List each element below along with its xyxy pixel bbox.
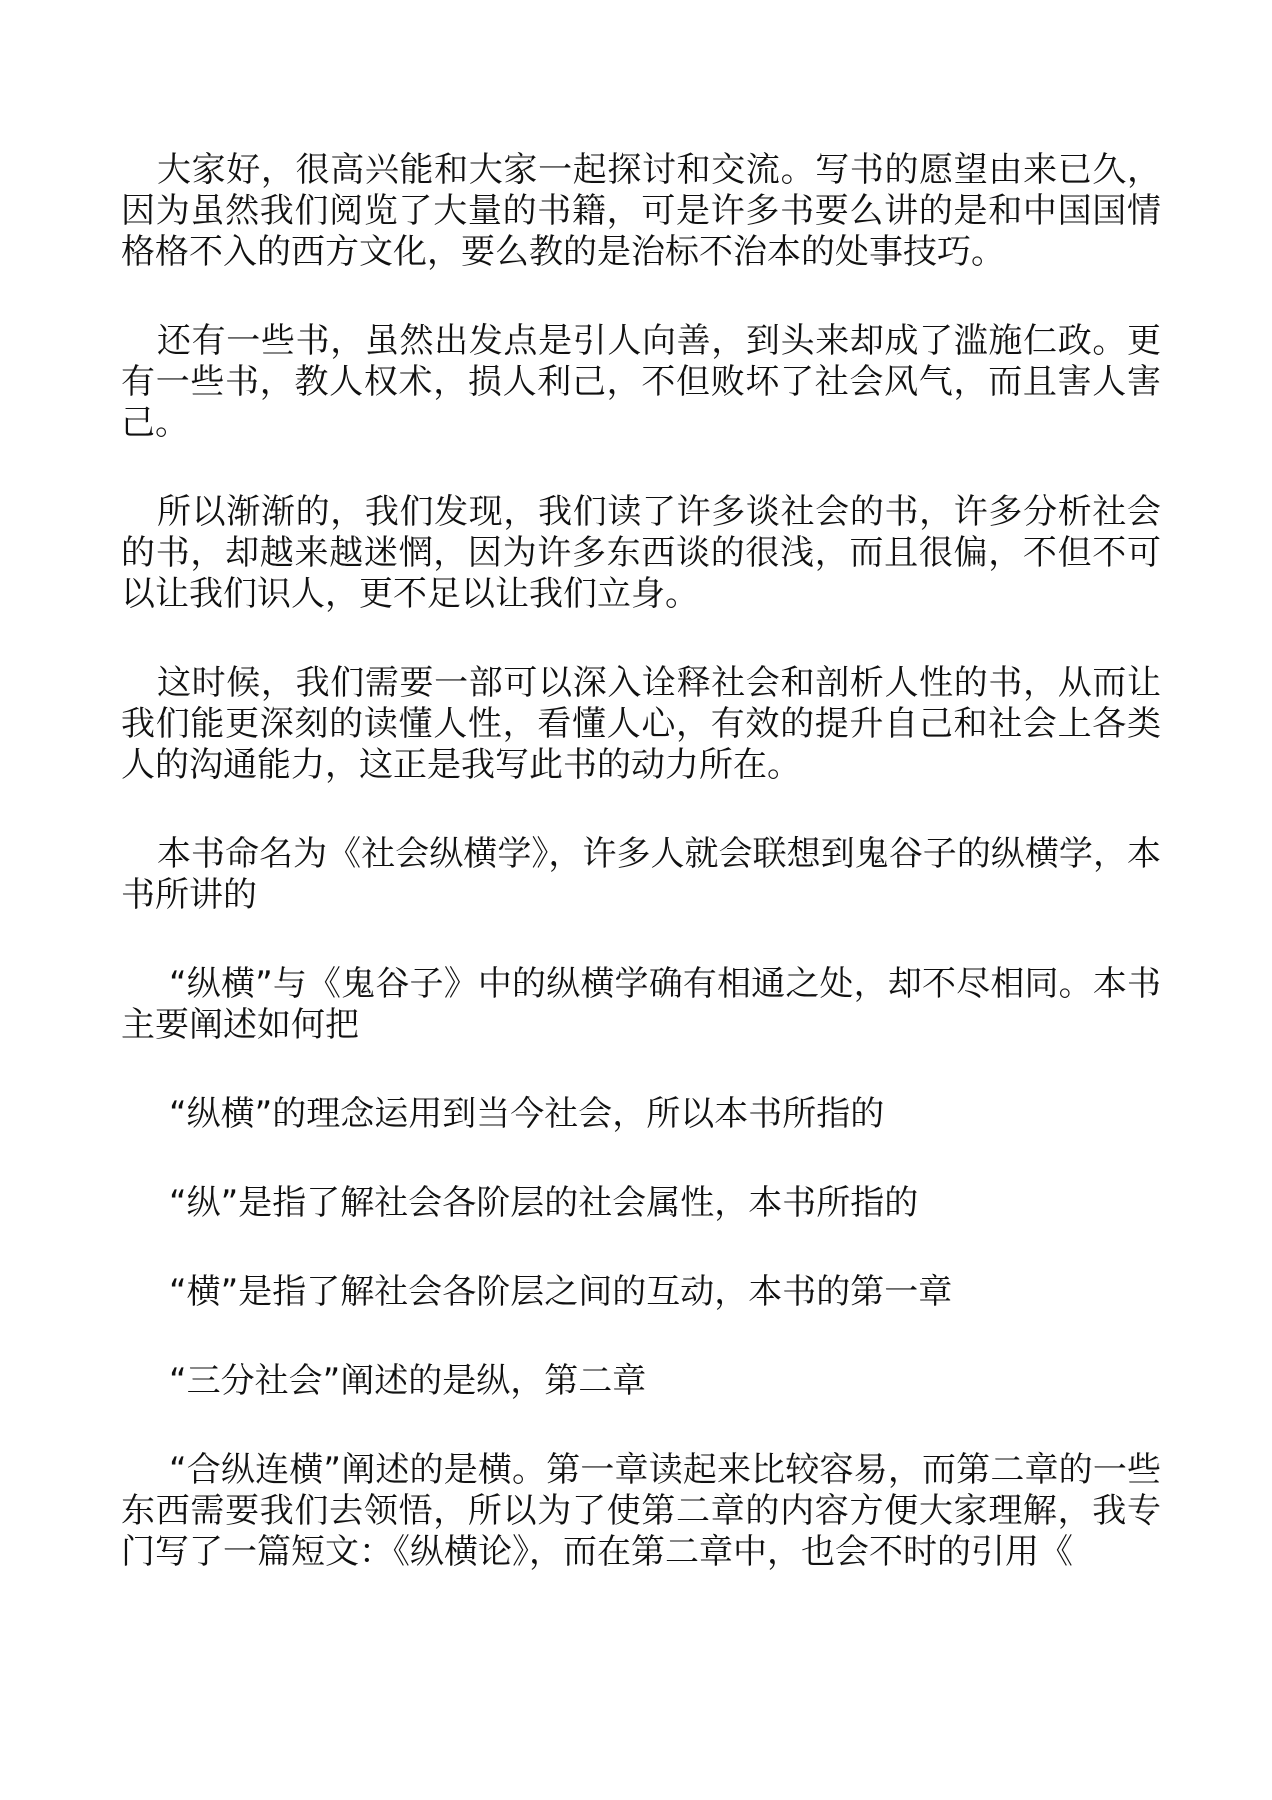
paragraph-other-books: 还有一些书，虽然出发点是引人向善，到头来却成了滥施仁政。更有一些书，教人权术，损人利己，不但败坏了社会风气，而且害人害己。 [121, 321, 1161, 443]
paragraph-zongheng: “纵横”与《鬼谷子》中的纵横学确有相通之处，却不尽相同。本书主要阐述如何把 [121, 964, 1161, 1045]
paragraph-confusion: 所以渐渐的，我们发现，我们读了许多谈社会的书，许多分析社会的书，却越来越迷惘，因为许多东西谈的很浅，而且很偏，不但不可以让我们识人，更不足以让我们立身。 [121, 492, 1161, 614]
document-body [121, 150, 1161, 1573]
paragraph-motivation: 这时候，我们需要一部可以深入诠释社会和剖析人性的书，从而让我们能更深刻的读懂人性，看懂人心，有效的提升自己和社会上各类人的沟通能力，这正是我写此书的动力所在。 [121, 663, 1161, 785]
paragraph-zong: “纵”是指了解社会各阶层的社会属性，本书所指的 [169, 1183, 919, 1223]
paragraph-heng: “横”是指了解社会各阶层之间的互动，本书的第一章 [169, 1272, 953, 1312]
paragraph-chapter-two: “合纵连横”阐述的是横。第一章读起来比较容易，而第二章的一些东西需要我们去领悟，所以为了使第二章的内容方便大家理解，我专门写了一篇短文：《纵横论》，而在第二章中，也会不时的引用《 [121, 1450, 1161, 1572]
paragraph-zongheng-concept: “纵横”的理念运用到当今社会，所以本书所指的 [169, 1094, 885, 1134]
paragraph-chapter-one: “三分社会”阐述的是纵，第二章 [169, 1361, 647, 1401]
paragraph-book-title: 本书命名为《社会纵横学》，许多人就会联想到鬼谷子的纵横学，本书所讲的 [121, 834, 1161, 915]
paragraph-intro: 大家好，很高兴能和大家一起探讨和交流。写书的愿望由来已久，因为虽然我们阅览了大量的书籍，可是许多书要么讲的是和中国国情格格不入的西方文化，要么教的是治标不治本的处事技巧。 [121, 150, 1161, 272]
